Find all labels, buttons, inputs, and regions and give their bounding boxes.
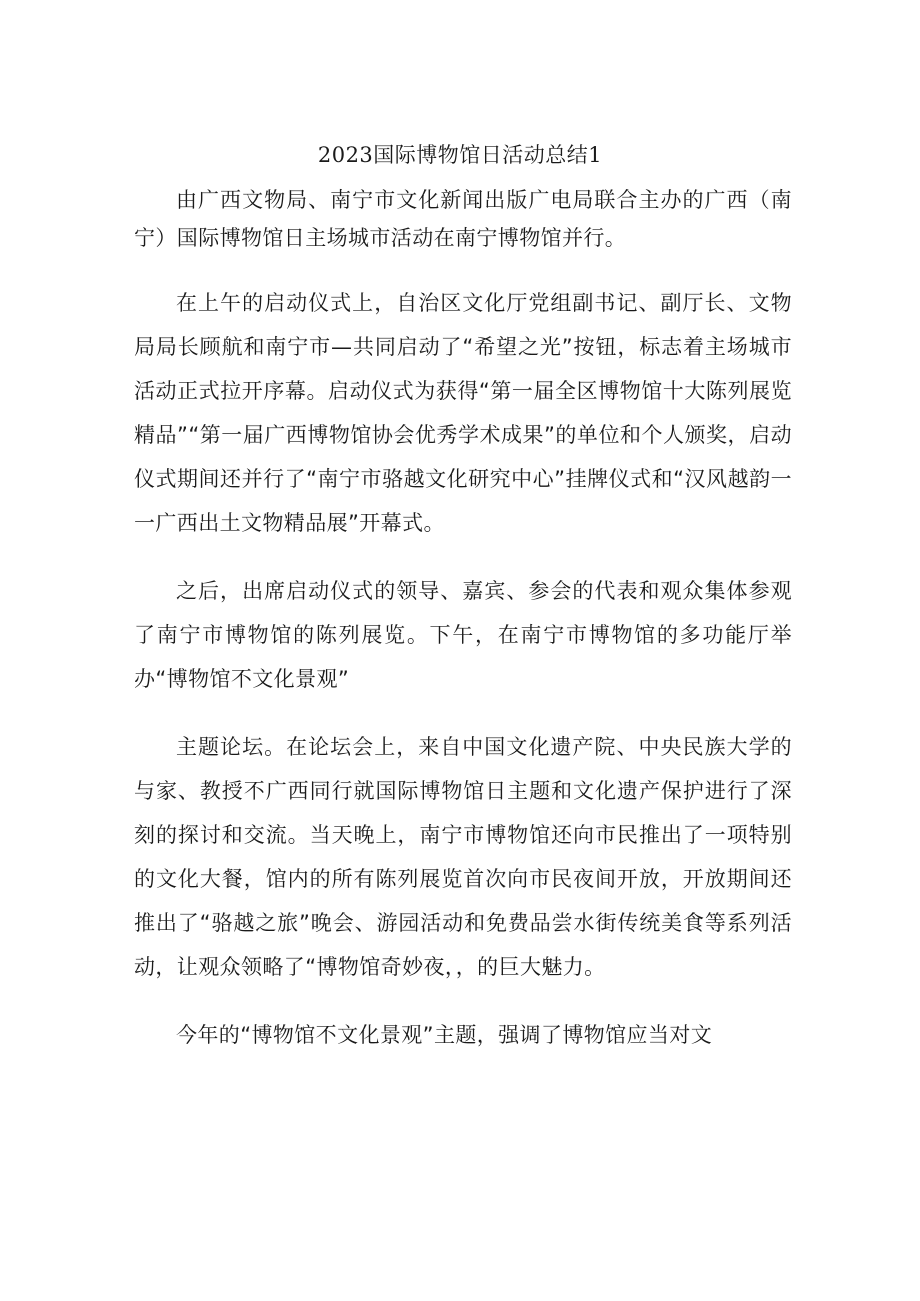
document-body (134, 181, 792, 1057)
paragraph-1: 由广西文物局、南宁市文化新闻出版广电局联合主办的广西（南宁）国际博物馆日主场城市活动在南宁博物馆并行。 (134, 188, 792, 250)
paragraph-3: 之后，出席启动仪式的领导、嘉宾、参会的代表和观众集体参观了南宁市博物馆的陈列展览。下午，在南宁市博物馆的多功能厅举办“博物馆不文化景观” (134, 579, 792, 691)
document-title: 2023国际博物馆日活动总结1 (317, 143, 603, 167)
paragraph-5: 今年的“博物馆不文化景观”主题，强调了博物馆应当对文 (176, 1023, 713, 1047)
paragraph-4: 主题论坛。在论坛会上，来自中国文化遗产院、中央民族大学的与家、教授不广西同行就国际博物馆日主题和文化遗产保护进行了深刻的探讨和交流。当天晚上，南宁市博物馆还向市民推出了一项特别的文化大餐，馆内的所有陈列展览首次向市民夜间开放，开放期间还推出了“骆越之旅”晚会、游园活动和免费品尝水街传统美食等系列活动，让观众领略了“博物馆奇妙夜，，的巨大魅力。 (134, 735, 792, 979)
paragraph-2: 在上午的启动仪式上，自治区文化厅党组副书记、副厅长、文物局局长顾航和南宁市—共同启动了“希望之光”按钮，标志着主场城市活动正式拉开序幕。启动仪式为获得“第一届全区博物馆十大陈列展览精品”“第一届广西博物馆协会优秀学术成果”的单位和个人颁奖，启动仪式期间还并行了“南宁市骆越文化研究中心”挂牌仪式和“汉风越韵一一广西出土文物精品展”开幕式。 (134, 291, 792, 535)
